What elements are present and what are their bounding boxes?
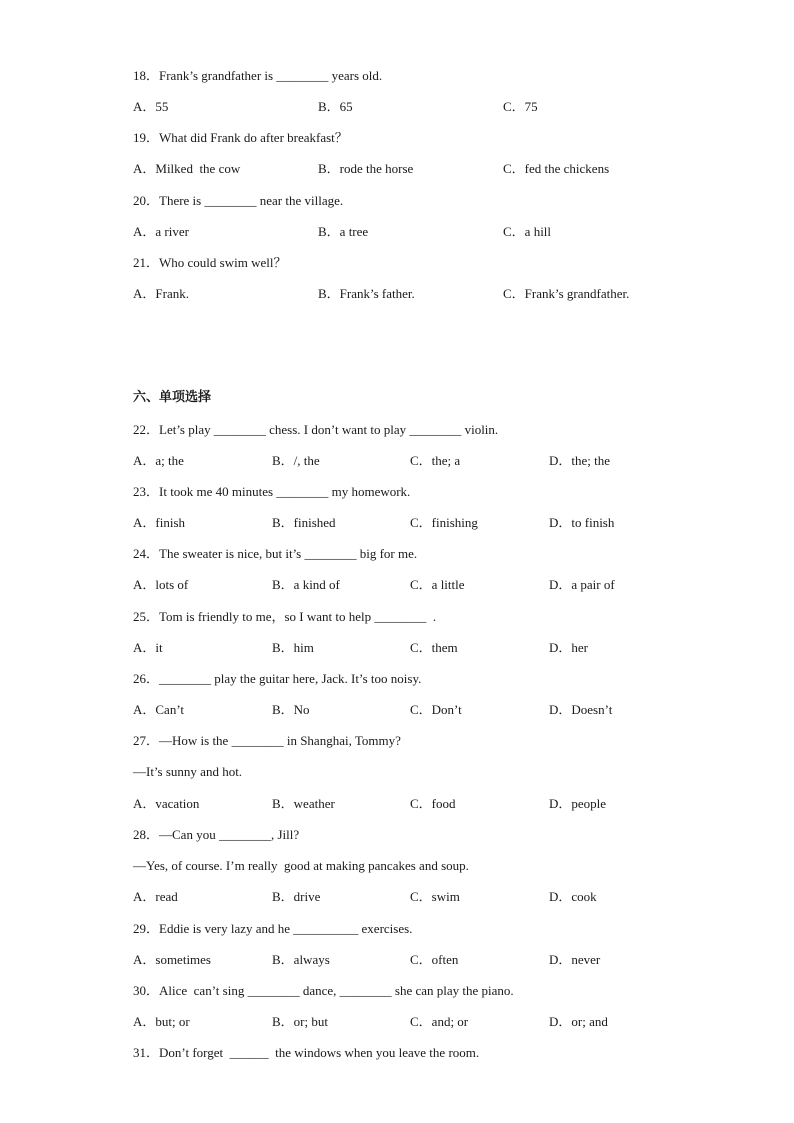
question-stem: 26．________ play the guitar here, Jack. It’s too noisy.: [133, 671, 422, 686]
question-stem: 25．Tom is friendly to me，so I want to help ________ .: [133, 609, 437, 624]
option-a[interactable]: A．lots of: [133, 577, 189, 592]
option-d[interactable]: D．a pair of: [549, 577, 615, 592]
question-stem: 20．There is ________ near the village.: [133, 193, 344, 208]
option-c[interactable]: C．them: [410, 640, 458, 655]
option-c[interactable]: C．fed the chickens: [503, 161, 610, 176]
section-title: 六、单项选择: [133, 390, 212, 405]
option-b[interactable]: B．No: [272, 702, 310, 717]
option-c[interactable]: C．finishing: [410, 515, 478, 530]
question-stem: 22．Let’s play ________ chess. I don’t want to play ________ violin.: [133, 422, 499, 437]
option-d[interactable]: D．to finish: [549, 515, 615, 530]
option-b[interactable]: B．drive: [272, 889, 321, 904]
option-b[interactable]: B．or; but: [272, 1014, 328, 1029]
option-c[interactable]: C．75: [503, 99, 538, 114]
option-c[interactable]: C．a hill: [503, 224, 552, 239]
question-stem: 18．Frank’s grandfather is ________ years old.: [133, 68, 383, 83]
question-stem: 23．It took me 40 minutes ________ my homework.: [133, 484, 411, 499]
question-stem: 19．What did Frank do after breakfast？: [133, 130, 348, 145]
option-a[interactable]: A．read: [133, 889, 178, 904]
option-c[interactable]: C．food: [410, 796, 456, 811]
option-a[interactable]: A．Can’t: [133, 702, 185, 717]
dialogue-line: —It’s sunny and hot.: [133, 764, 243, 779]
option-a[interactable]: A．Milked the cow: [133, 161, 241, 176]
option-d[interactable]: D．the; the: [549, 453, 611, 468]
option-a[interactable]: A．sometimes: [133, 952, 211, 967]
question-stem: 28．—Can you ________, Jill?: [133, 827, 300, 842]
option-c[interactable]: C．often: [410, 952, 459, 967]
option-b[interactable]: B．Frank’s father.: [318, 286, 415, 301]
option-a[interactable]: A．it: [133, 640, 163, 655]
option-b[interactable]: B．him: [272, 640, 314, 655]
option-d[interactable]: D．her: [549, 640, 588, 655]
option-c[interactable]: C．swim: [410, 889, 460, 904]
option-d[interactable]: D．cook: [549, 889, 597, 904]
option-c[interactable]: C．Don’t: [410, 702, 462, 717]
option-d[interactable]: D．people: [549, 796, 607, 811]
option-b[interactable]: B．65: [318, 99, 353, 114]
dialogue-line: —Yes, of course. I’m really good at making pancakes and soup.: [133, 858, 469, 873]
question-stem: 21．Who could swim well？: [133, 255, 287, 270]
question-stem: 29．Eddie is very lazy and he __________ exercises.: [133, 921, 413, 936]
option-b[interactable]: B．a tree: [318, 224, 369, 239]
option-b[interactable]: B．finished: [272, 515, 336, 530]
option-d[interactable]: D．never: [549, 952, 601, 967]
option-d[interactable]: D．or; and: [549, 1014, 608, 1029]
option-a[interactable]: A．Frank.: [133, 286, 189, 301]
option-a[interactable]: A．but; or: [133, 1014, 190, 1029]
option-a[interactable]: A．55: [133, 99, 169, 114]
option-b[interactable]: B．always: [272, 952, 330, 967]
option-a[interactable]: A．vacation: [133, 796, 200, 811]
question-stem: 31．Don’t forget ______ the windows when you leave the room.: [133, 1045, 480, 1060]
question-stem: 30．Alice can’t sing ________ dance, ________ she can play the piano.: [133, 983, 514, 998]
option-a[interactable]: A．a; the: [133, 453, 184, 468]
option-d[interactable]: D．Doesn’t: [549, 702, 613, 717]
option-b[interactable]: B．rode the horse: [318, 161, 414, 176]
question-stem: 24．The sweater is nice, but it’s ________ big for me.: [133, 546, 418, 561]
question-stem: 27．—How is the ________ in Shanghai, Tommy?: [133, 733, 401, 748]
option-b[interactable]: B．a kind of: [272, 577, 340, 592]
option-c[interactable]: C．and; or: [410, 1014, 469, 1029]
option-a[interactable]: A．a river: [133, 224, 189, 239]
option-c[interactable]: C．a little: [410, 577, 465, 592]
option-c[interactable]: C．Frank’s grandfather.: [503, 286, 630, 301]
option-b[interactable]: B．/, the: [272, 453, 320, 468]
option-c[interactable]: C．the; a: [410, 453, 461, 468]
option-a[interactable]: A．finish: [133, 515, 186, 530]
option-b[interactable]: B．weather: [272, 796, 335, 811]
